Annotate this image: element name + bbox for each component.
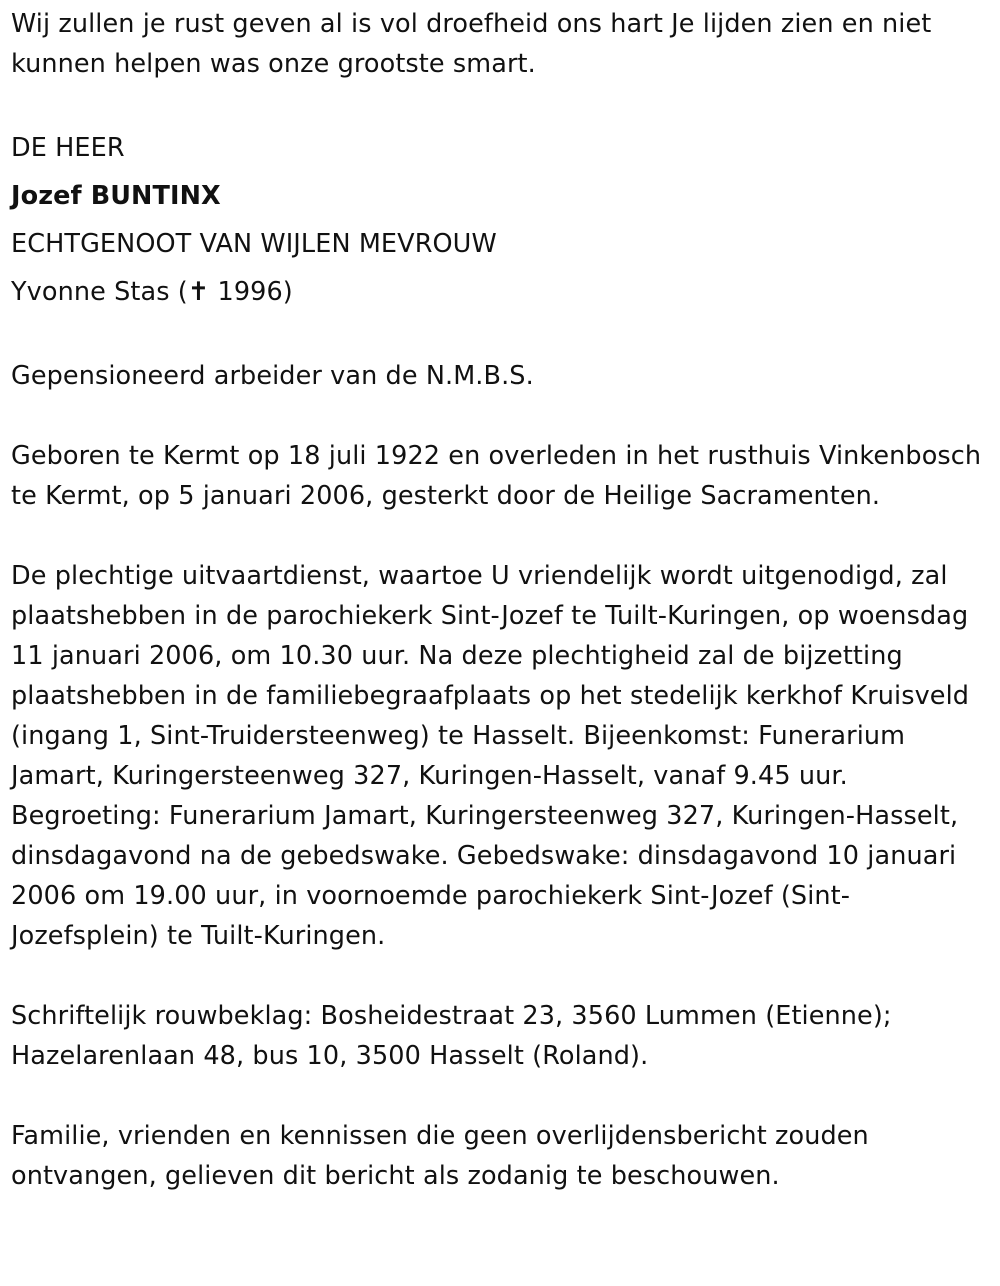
occupation: Gepensioneerd arbeider van de N.M.B.S. bbox=[11, 361, 534, 391]
spacer bbox=[11, 516, 991, 556]
spacer bbox=[11, 956, 991, 996]
spacer bbox=[11, 1076, 991, 1116]
birth-death-paragraph: Geboren te Kermt op 18 juli 1922 en overleden in het rusthuis Vinkenbosch te Kermt, op 5 januari 2006, gesterkt door de Heilige Sacramenten. bbox=[11, 441, 982, 511]
intro-verse: Wij zullen je rust geven al is vol droefheid ons hart Je lijden zien en niet kunnen helpen was onze grootste smart. bbox=[11, 9, 932, 79]
spacer bbox=[11, 316, 991, 356]
title-prefix: DE HEER bbox=[11, 133, 125, 163]
funeral-details-paragraph: De plechtige uitvaartdienst, waartoe U vriendelijk wordt uitgenodigd, zal plaatshebben in de parochiekerk Sint-Jozef te Tuilt-Kuringen, op woensdag 11 januari 2006, om 10.30 uur. Na deze plechtigheid zal de bijzetting plaatshebben in de familiebegraafplaats op het stedelijk kerkhof Kruisveld (ingang 1, Sint-Truidersteenweg) te Hasselt. Bijeenkomst: Funerarium Jamart, Kuringersteenweg 327, Kuringen-Hasselt, vanaf 9.45 uur. Begroeting: Funerarium Jamart, Kuringersteenweg 327, Kuringen-Hasselt, dinsdagavond na de gebedswake. Gebedswake: dinsdagavond 10 januari 2006 om 19.00 uur, in voornoemde parochiekerk Sint-Jozef (Sint-Jozefsplein) te Tuilt-Kuringen. bbox=[11, 561, 970, 951]
condolence-addresses-paragraph: Schriftelijk rouwbeklag: Bosheidestraat 23, 3560 Lummen (Etienne); Hazelarenlaan 48, bus 10, 3500 Hasselt (Roland). bbox=[11, 1001, 892, 1071]
spouse-line: ECHTGENOOT VAN WIJLEN MEVROUW bbox=[11, 229, 497, 259]
spacer bbox=[11, 84, 991, 124]
spacer bbox=[11, 396, 991, 436]
deceased-name: Jozef BUNTINX bbox=[11, 181, 221, 211]
obituary-document bbox=[11, 4, 991, 1196]
closing-note-paragraph: Familie, vrienden en kennissen die geen overlijdensbericht zouden ontvangen, gelieven dit bericht als zodanig te beschouwen. bbox=[11, 1121, 869, 1191]
spouse-name: Yvonne Stas (✝ 1996) bbox=[11, 277, 293, 307]
